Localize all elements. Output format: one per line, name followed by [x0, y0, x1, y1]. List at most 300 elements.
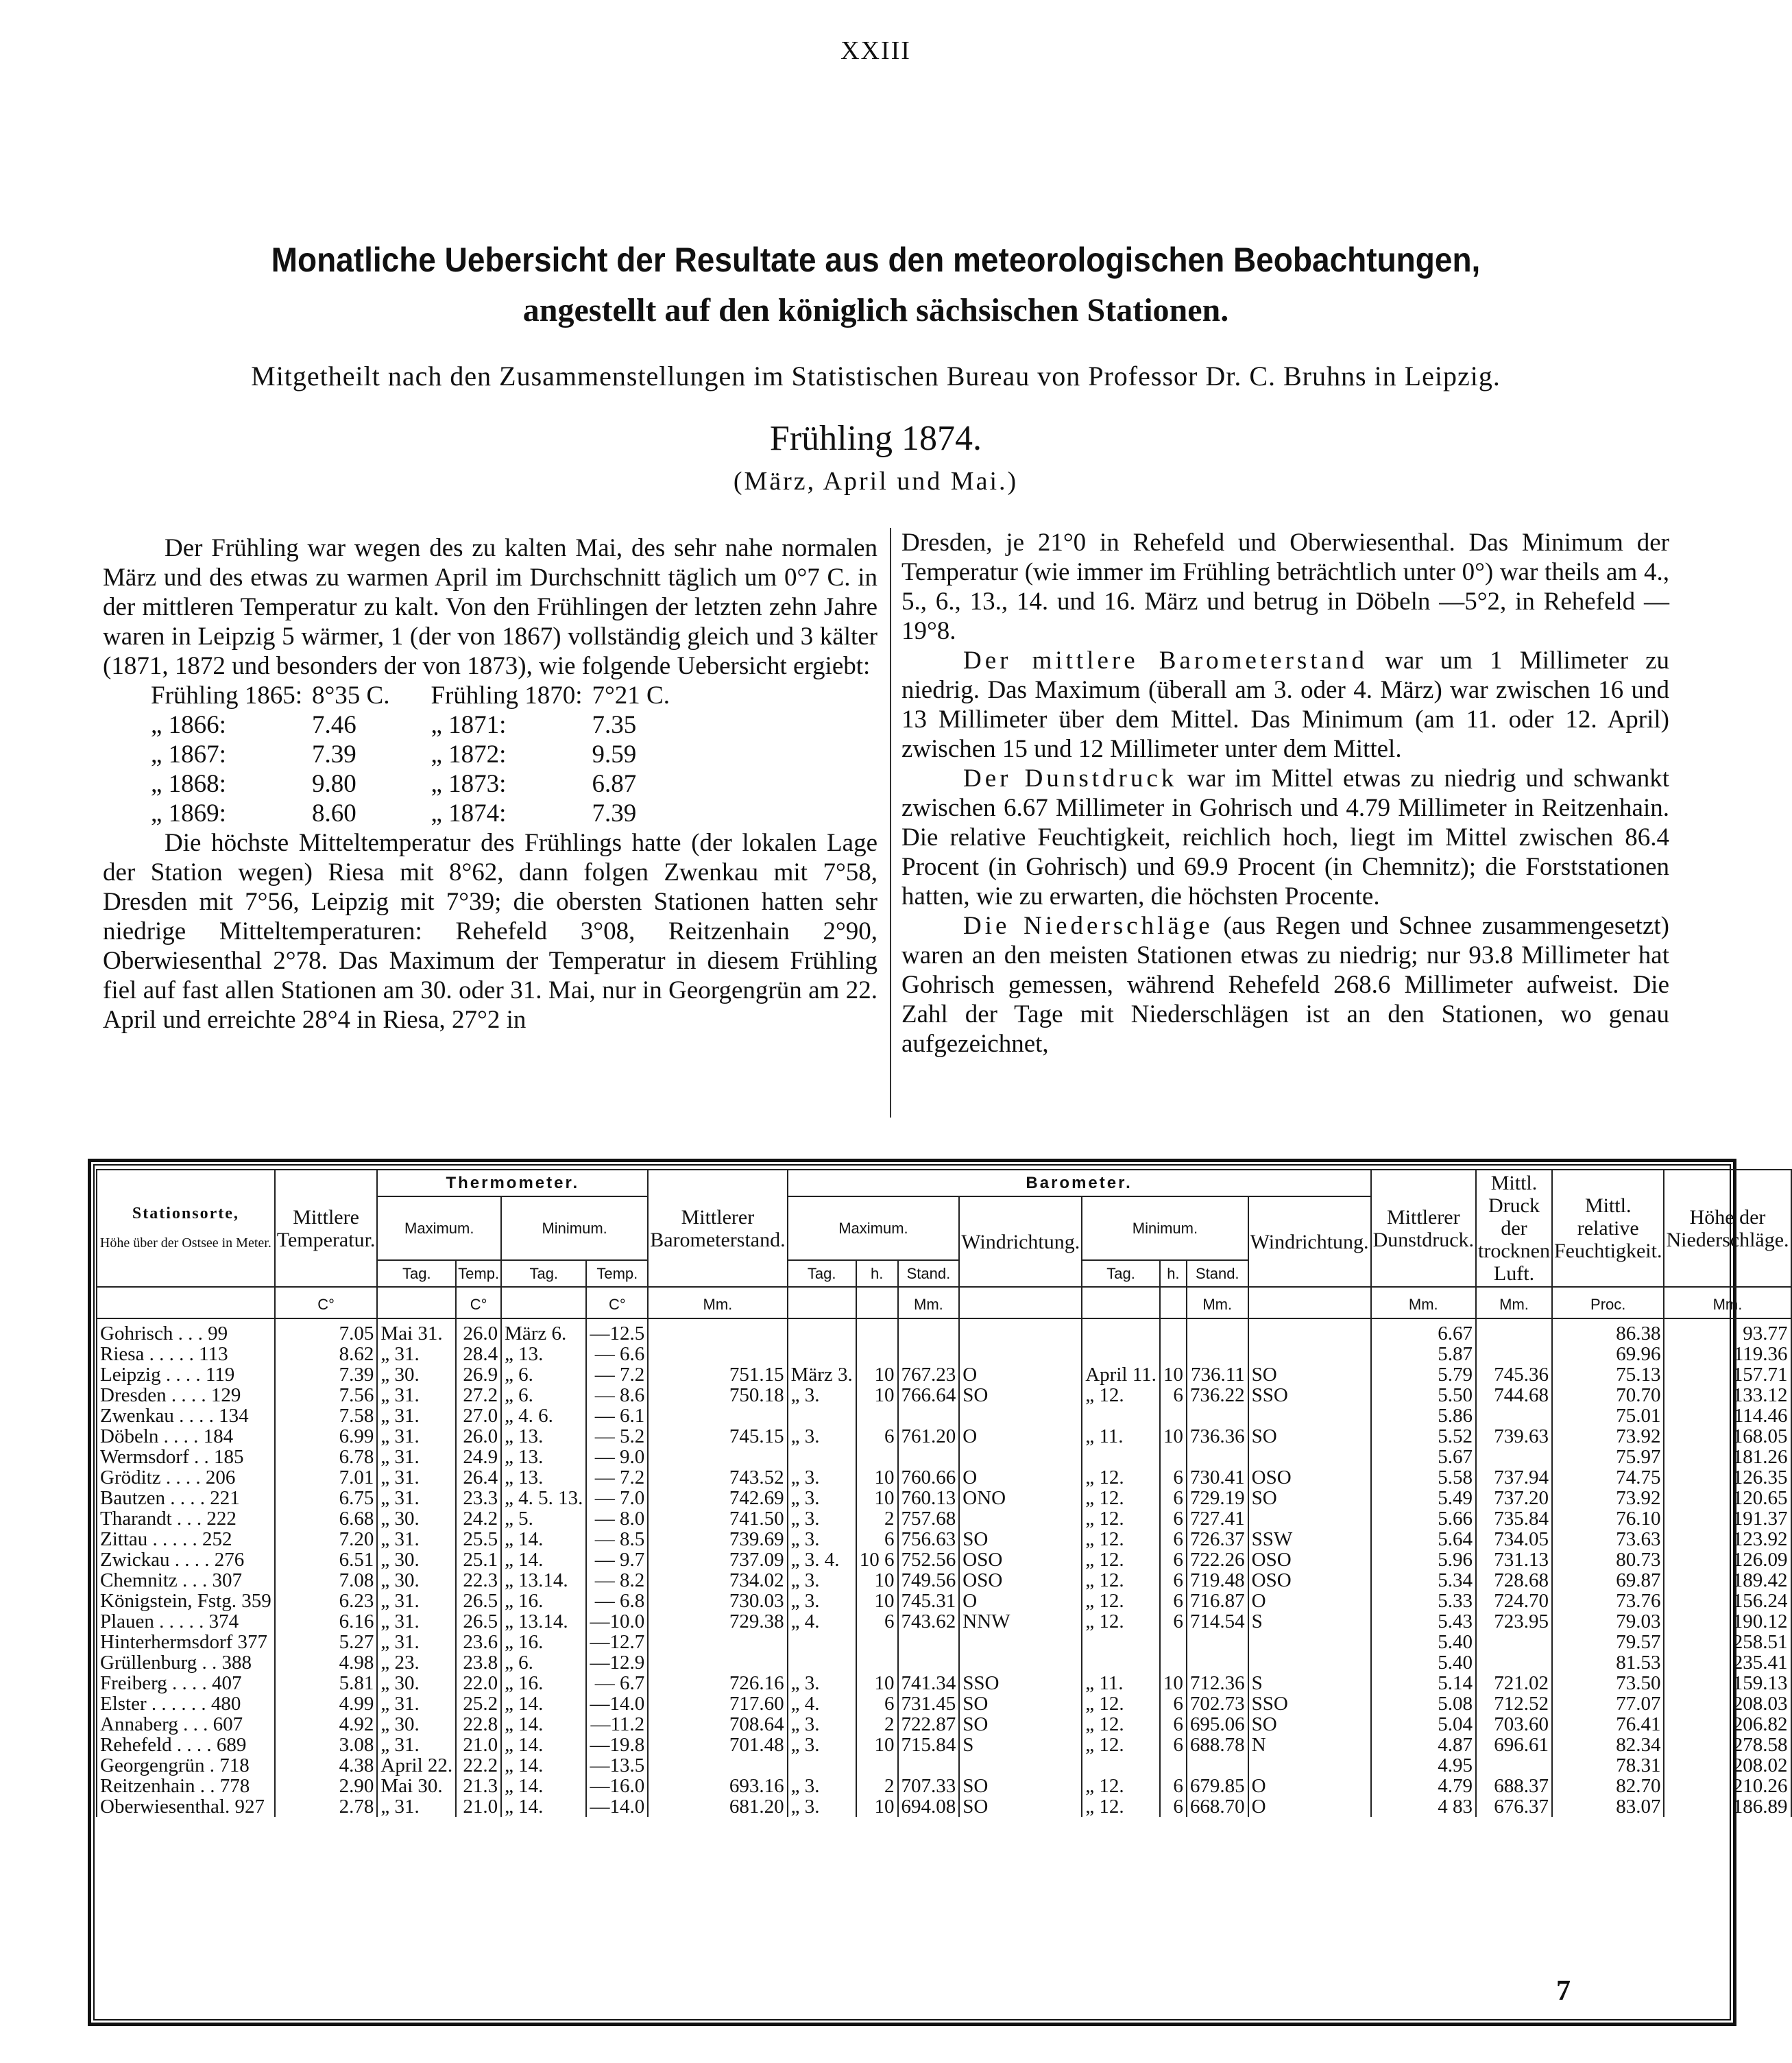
table-cell: 739.63	[1476, 1426, 1552, 1447]
table-row	[97, 1508, 1791, 1529]
table-cell: 745.31	[898, 1591, 960, 1611]
table-cell: 10	[856, 1364, 898, 1385]
table-cell: „ 12.	[1082, 1735, 1160, 1755]
table-cell: 6.75	[275, 1488, 378, 1508]
left-text-column	[103, 533, 877, 1035]
table-cell: 6.16	[275, 1611, 378, 1632]
table-cell	[1160, 1632, 1187, 1652]
table-cell: 191.37	[1664, 1508, 1791, 1529]
table-cell: 5.50	[1371, 1385, 1476, 1406]
table-cell	[788, 1652, 856, 1673]
table-cell: 743.52	[648, 1467, 787, 1488]
table-cell: —11.2	[586, 1714, 648, 1735]
year-cell: „ 1867:	[151, 740, 226, 769]
table-cell: — 5.2	[586, 1426, 648, 1447]
dunst-lead: Der Dunstdruck	[963, 764, 1178, 793]
table-cell: „ 12.	[1082, 1693, 1160, 1714]
table-cell: „ 31.	[377, 1632, 456, 1652]
table-cell: 7.20	[275, 1529, 378, 1549]
year-cell: „ 1866:	[151, 711, 226, 739]
table-cell: „ 13.	[501, 1467, 586, 1488]
table-cell: SSW	[1248, 1529, 1371, 1549]
header-tag: Tag.	[501, 1260, 586, 1287]
table-cell: O	[1248, 1591, 1371, 1611]
table-cell: SO	[959, 1529, 1082, 1549]
table-cell: „ 12.	[1082, 1591, 1160, 1611]
table-cell: 28.4	[456, 1344, 501, 1364]
table-cell: SO	[959, 1714, 1082, 1735]
table-cell: —14.0	[586, 1693, 648, 1714]
table-cell	[1248, 1344, 1371, 1364]
header-druck: Mittl. Druck der trocknen Luft.	[1476, 1170, 1552, 1287]
table-cell: — 7.0	[586, 1488, 648, 1508]
table-cell	[1187, 1447, 1248, 1467]
table-cell	[856, 1652, 898, 1673]
table-cell	[648, 1632, 787, 1652]
table-cell: „ 3.	[788, 1714, 856, 1735]
table-cell: „ 30.	[377, 1508, 456, 1529]
station-name-cell: Oberwiesenthal. 927	[97, 1796, 275, 1817]
right-paragraph-2	[901, 646, 1669, 764]
unit-cell: C°	[275, 1287, 378, 1318]
table-cell: 73.50	[1552, 1673, 1664, 1693]
table-cell: — 7.2	[586, 1364, 648, 1385]
table-cell: 726.37	[1187, 1529, 1248, 1549]
table-cell: 6.78	[275, 1447, 378, 1467]
table-cell: 186.89	[1664, 1796, 1791, 1817]
table-cell: „ 31.	[377, 1488, 456, 1508]
spring-years-table	[151, 681, 679, 828]
table-cell	[648, 1406, 787, 1426]
season-title: Frühling 1874.	[769, 419, 982, 458]
table-cell: März 6.	[501, 1318, 586, 1344]
table-cell: 707.33	[898, 1776, 960, 1796]
table-cell: „ 30.	[377, 1364, 456, 1385]
table-cell: 6	[856, 1529, 898, 1549]
table-cell	[959, 1755, 1082, 1776]
year-cell: 6.87	[592, 770, 637, 798]
header-thermo-min: Minimum.	[501, 1196, 648, 1260]
table-cell: — 8.5	[586, 1529, 648, 1549]
year-row	[151, 681, 679, 710]
table-cell: 7.05	[275, 1318, 378, 1344]
table-cell: 767.23	[898, 1364, 960, 1385]
table-cell: „ 31.	[377, 1591, 456, 1611]
year-cell: 7.35	[592, 711, 637, 739]
table-cell: S	[1248, 1673, 1371, 1693]
header-h: h.	[1160, 1260, 1187, 1287]
table-cell	[1082, 1406, 1160, 1426]
table-cell: März 3.	[788, 1364, 856, 1385]
table-cell: 26.0	[456, 1426, 501, 1447]
table-cell	[788, 1344, 856, 1364]
table-cell	[1476, 1344, 1552, 1364]
station-name-cell: Freiberg . . . . 407	[97, 1673, 275, 1693]
table-cell: „ 16.	[501, 1673, 586, 1693]
table-cell: „ 14.	[501, 1735, 586, 1755]
header-wind-min: Windrichtung.	[1248, 1196, 1371, 1287]
table-cell: „ 31.	[377, 1693, 456, 1714]
table-cell	[788, 1406, 856, 1426]
table-cell: 2.90	[275, 1776, 378, 1796]
table-cell: „ 12.	[1082, 1529, 1160, 1549]
table-cell: „ 13.	[501, 1344, 586, 1364]
table-cell	[1476, 1755, 1552, 1776]
station-name-cell: Elster . . . . . . 480	[97, 1693, 275, 1714]
station-name-cell: Döbeln . . . . 184	[97, 1426, 275, 1447]
table-cell: 4.79	[1371, 1776, 1476, 1796]
table-cell: 7.01	[275, 1467, 378, 1488]
table-cell	[1160, 1318, 1187, 1344]
unit-cell: Mm.	[1187, 1287, 1248, 1318]
header-temp: Temp.	[586, 1260, 648, 1287]
table-cell: 729.38	[648, 1611, 787, 1632]
year-cell: 9.80	[312, 770, 356, 798]
table-cell: 694.08	[898, 1796, 960, 1817]
table-cell: 737.09	[648, 1549, 787, 1570]
table-cell	[1160, 1344, 1187, 1364]
table-cell: 7.58	[275, 1406, 378, 1426]
table-cell	[856, 1447, 898, 1467]
table-cell	[1248, 1632, 1371, 1652]
table-cell: „ 3.	[788, 1735, 856, 1755]
header-stand: Stand.	[898, 1260, 960, 1287]
table-cell: 702.73	[1187, 1693, 1248, 1714]
table-cell: 743.62	[898, 1611, 960, 1632]
table-row	[97, 1426, 1791, 1447]
unit-cell: Mm.	[1371, 1287, 1476, 1318]
table-cell: 69.87	[1552, 1570, 1664, 1591]
table-cell: „ 6.	[501, 1385, 586, 1406]
table-cell: 742.69	[648, 1488, 787, 1508]
table-cell: 2	[856, 1508, 898, 1529]
table-cell: 8.62	[275, 1344, 378, 1364]
table-cell: 719.48	[1187, 1570, 1248, 1591]
header-baro-min: Minimum.	[1082, 1196, 1248, 1260]
table-cell: 6	[1160, 1508, 1187, 1529]
main-title-line2: angestellt auf den königlich sächsischen Stationen.	[522, 292, 1229, 328]
station-name-cell: Zwenkau . . . . 134	[97, 1406, 275, 1426]
table-row	[97, 1570, 1791, 1591]
table-cell: „ 12.	[1082, 1385, 1160, 1406]
table-cell: 83.07	[1552, 1796, 1664, 1817]
table-row	[97, 1488, 1791, 1508]
table-cell: 736.22	[1187, 1385, 1248, 1406]
table-cell: 5.43	[1371, 1611, 1476, 1632]
station-data-table	[96, 1169, 1792, 1817]
station-name-cell: Rehefeld . . . . 689	[97, 1735, 275, 1755]
table-cell	[1248, 1406, 1371, 1426]
station-name-cell: Wermsdorf . . 185	[97, 1447, 275, 1467]
table-cell: 79.03	[1552, 1611, 1664, 1632]
table-cell: 741.34	[898, 1673, 960, 1693]
table-cell: SSO	[1248, 1693, 1371, 1714]
header-wind-max: Windrichtung.	[959, 1196, 1082, 1287]
table-cell: OSO	[1248, 1570, 1371, 1591]
table-cell: 6	[1160, 1467, 1187, 1488]
station-name-cell: Bautzen . . . . 221	[97, 1488, 275, 1508]
table-cell: „ 5.	[501, 1508, 586, 1529]
table-cell: 10	[856, 1570, 898, 1591]
table-cell: 5.67	[1371, 1447, 1476, 1467]
table-cell: 766.64	[898, 1385, 960, 1406]
table-cell	[1248, 1447, 1371, 1467]
table-cell: 727.41	[1187, 1508, 1248, 1529]
table-cell: 27.0	[456, 1406, 501, 1426]
table-cell	[959, 1632, 1082, 1652]
table-cell: Mai 31.	[377, 1318, 456, 1344]
table-cell: 5.52	[1371, 1426, 1476, 1447]
unit-cell: Mm.	[1476, 1287, 1552, 1318]
table-cell: OSO	[1248, 1467, 1371, 1488]
unit-cell	[377, 1287, 456, 1318]
table-cell: 2	[856, 1776, 898, 1796]
table-cell	[648, 1755, 787, 1776]
table-cell: 731.45	[898, 1693, 960, 1714]
unit-cell	[1160, 1287, 1187, 1318]
table-cell	[959, 1318, 1082, 1344]
table-cell	[648, 1344, 787, 1364]
table-cell: SSO	[1248, 1385, 1371, 1406]
table-cell	[898, 1447, 960, 1467]
table-cell: „ 16.	[501, 1632, 586, 1652]
table-cell: 21.0	[456, 1735, 501, 1755]
table-cell: 5.34	[1371, 1570, 1476, 1591]
table-cell: „ 3.	[788, 1426, 856, 1447]
year-cell: 7°21 C.	[592, 681, 670, 710]
table-cell: „ 4. 6.	[501, 1406, 586, 1426]
table-cell: 737.94	[1476, 1467, 1552, 1488]
table-cell	[1160, 1755, 1187, 1776]
table-cell: 3.08	[275, 1735, 378, 1755]
unit-cell: Mm.	[1664, 1287, 1791, 1318]
table-cell: —14.0	[586, 1796, 648, 1817]
year-cell: „ 1869:	[151, 799, 226, 828]
table-cell: 6	[856, 1693, 898, 1714]
table-cell: 26.4	[456, 1467, 501, 1488]
table-cell	[898, 1652, 960, 1673]
year-cell: 9.59	[592, 740, 637, 769]
table-cell: „ 31.	[377, 1467, 456, 1488]
unit-cell	[1248, 1287, 1371, 1318]
table-cell	[1082, 1447, 1160, 1467]
table-cell: 74.75	[1552, 1467, 1664, 1488]
table-cell	[1187, 1344, 1248, 1364]
table-cell: 735.84	[1476, 1508, 1552, 1529]
table-cell: „ 13.	[501, 1426, 586, 1447]
year-cell: 7.46	[312, 711, 356, 739]
table-cell	[898, 1755, 960, 1776]
year-cell: „ 1868:	[151, 770, 226, 798]
header-temp: Temp.	[456, 1260, 501, 1287]
header-station-label: Stationsorte,	[132, 1204, 239, 1222]
header-nieder: Höhe der Niederschläge.	[1664, 1170, 1791, 1287]
table-cell: 10	[1160, 1673, 1187, 1693]
header-mean-temp: Mittlere Temperatur.	[275, 1170, 378, 1287]
table-cell: 4.99	[275, 1693, 378, 1714]
table-cell: „ 12.	[1082, 1570, 1160, 1591]
table-cell: 10	[856, 1735, 898, 1755]
unit-cell	[856, 1287, 898, 1318]
table-cell	[898, 1406, 960, 1426]
table-cell: „ 14.	[501, 1549, 586, 1570]
table-cell: 21.0	[456, 1796, 501, 1817]
table-row	[97, 1529, 1791, 1549]
right-text-column	[901, 528, 1669, 1059]
year-row	[151, 769, 679, 799]
table-cell: 76.41	[1552, 1714, 1664, 1735]
table-cell	[1160, 1447, 1187, 1467]
table-cell: 7.56	[275, 1385, 378, 1406]
header-tag: Tag.	[788, 1260, 856, 1287]
table-cell	[959, 1652, 1082, 1673]
table-cell: „ 30.	[377, 1570, 456, 1591]
year-row	[151, 710, 679, 740]
table-cell: OSO	[959, 1549, 1082, 1570]
table-row	[97, 1632, 1791, 1652]
station-name-cell: Reitzenhain . . 778	[97, 1776, 275, 1796]
subtitle: Mitgetheilt nach den Zusammenstellungen im Statistischen Bureau von Professor Dr. C. Bruhns in Leipzig.	[251, 361, 1501, 391]
table-cell: 728.68	[1476, 1570, 1552, 1591]
table-cell: 760.13	[898, 1488, 960, 1508]
table-cell	[959, 1344, 1082, 1364]
table-cell: 23.3	[456, 1488, 501, 1508]
table-cell	[1476, 1406, 1552, 1426]
table-cell: 6	[1160, 1549, 1187, 1570]
table-cell: 6	[1160, 1611, 1187, 1632]
table-row	[97, 1755, 1791, 1776]
table-cell: 93.77	[1664, 1318, 1791, 1344]
table-cell: 6	[1160, 1529, 1187, 1549]
table-cell: 668.70	[1187, 1796, 1248, 1817]
table-row	[97, 1467, 1791, 1488]
table-cell: — 8.2	[586, 1570, 648, 1591]
table-cell: — 8.6	[586, 1385, 648, 1406]
table-cell: 4.87	[1371, 1735, 1476, 1755]
table-cell: „ 3.	[788, 1508, 856, 1529]
table-cell: „ 11.	[1082, 1673, 1160, 1693]
table-cell: 5.58	[1371, 1467, 1476, 1488]
table-cell: 5.04	[1371, 1714, 1476, 1735]
table-cell: „ 3. 4.	[788, 1549, 856, 1570]
table-cell: 5.81	[275, 1673, 378, 1693]
table-cell: 752.56	[898, 1549, 960, 1570]
table-cell: — 6.7	[586, 1673, 648, 1693]
table-cell: — 7.2	[586, 1467, 648, 1488]
table-cell	[1248, 1508, 1371, 1529]
table-cell: 734.02	[648, 1570, 787, 1591]
table-cell: „ 31.	[377, 1796, 456, 1817]
table-cell: 73.63	[1552, 1529, 1664, 1549]
table-cell: 22.8	[456, 1714, 501, 1735]
unit-cell	[959, 1287, 1082, 1318]
station-name-cell: Zittau . . . . . 252	[97, 1529, 275, 1549]
year-cell: 7.39	[592, 799, 637, 828]
year-cell: „ 1872:	[431, 740, 507, 769]
table-cell: 2.78	[275, 1796, 378, 1817]
table-cell: 208.02	[1664, 1755, 1791, 1776]
station-name-cell: Dresden . . . . 129	[97, 1385, 275, 1406]
table-cell: 5.40	[1371, 1632, 1476, 1652]
table-cell: „ 30.	[377, 1714, 456, 1735]
table-cell: 6.99	[275, 1426, 378, 1447]
table-cell: 10	[856, 1591, 898, 1611]
table-cell	[1476, 1632, 1552, 1652]
station-name-cell: Grüllenburg . . 388	[97, 1652, 275, 1673]
header-thermometer: Thermometer.	[377, 1170, 648, 1196]
table-row	[97, 1611, 1791, 1632]
header-tag: Tag.	[377, 1260, 456, 1287]
table-row	[97, 1385, 1791, 1406]
unit-cell: Mm.	[898, 1287, 960, 1318]
table-cell	[788, 1632, 856, 1652]
table-cell: 75.01	[1552, 1406, 1664, 1426]
table-cell	[788, 1755, 856, 1776]
table-cell: „ 31.	[377, 1385, 456, 1406]
table-cell: 278.58	[1664, 1735, 1791, 1755]
header-tag: Tag.	[1082, 1260, 1160, 1287]
year-cell: „ 1873:	[431, 770, 507, 798]
table-cell: 27.2	[456, 1385, 501, 1406]
station-name-cell: Riesa . . . . . 113	[97, 1344, 275, 1364]
table-cell: SO	[1248, 1488, 1371, 1508]
table-cell: 190.12	[1664, 1611, 1791, 1632]
table-cell: 10	[1160, 1426, 1187, 1447]
table-cell: —10.0	[586, 1611, 648, 1632]
season-months: (März, April und Mai.)	[733, 467, 1019, 496]
table-cell: 181.26	[1664, 1447, 1791, 1467]
table-cell: 750.18	[648, 1385, 787, 1406]
table-cell: SO	[959, 1776, 1082, 1796]
main-title: Monatliche Uebersicht der Resultate aus den meteorologischen Beobachtungen,	[271, 241, 1481, 279]
table-cell: 5.87	[1371, 1344, 1476, 1364]
table-cell: 82.70	[1552, 1776, 1664, 1796]
table-cell: 5.86	[1371, 1406, 1476, 1426]
table-cell: —13.5	[586, 1755, 648, 1776]
table-cell: 208.03	[1664, 1693, 1791, 1714]
table-cell: 6.68	[275, 1508, 378, 1529]
table-cell: 26.0	[456, 1318, 501, 1344]
table-cell	[1082, 1755, 1160, 1776]
table-row	[97, 1776, 1791, 1796]
table-cell: 23.8	[456, 1652, 501, 1673]
table-cell	[1248, 1755, 1371, 1776]
table-cell: „ 11.	[1082, 1426, 1160, 1447]
table-cell: 120.65	[1664, 1488, 1791, 1508]
table-cell	[1476, 1318, 1552, 1344]
unit-cell	[788, 1287, 856, 1318]
table-row	[97, 1693, 1791, 1714]
table-cell: NNW	[959, 1611, 1082, 1632]
table-cell: 156.24	[1664, 1591, 1791, 1611]
table-cell: 22.2	[456, 1755, 501, 1776]
table-cell	[1187, 1318, 1248, 1344]
table-cell	[1082, 1632, 1160, 1652]
table-row	[97, 1364, 1791, 1385]
table-cell: 75.13	[1552, 1364, 1664, 1385]
table-cell: 126.35	[1664, 1467, 1791, 1488]
table-cell: „ 31.	[377, 1611, 456, 1632]
table-cell: „ 3.	[788, 1529, 856, 1549]
table-cell: „ 12.	[1082, 1508, 1160, 1529]
table-cell: 715.84	[898, 1735, 960, 1755]
table-cell: April 22.	[377, 1755, 456, 1776]
table-cell: OSO	[1248, 1549, 1371, 1570]
table-cell: 745.36	[1476, 1364, 1552, 1385]
table-cell: 6	[1160, 1735, 1187, 1755]
table-cell: 736.36	[1187, 1426, 1248, 1447]
table-cell: „ 3.	[788, 1467, 856, 1488]
